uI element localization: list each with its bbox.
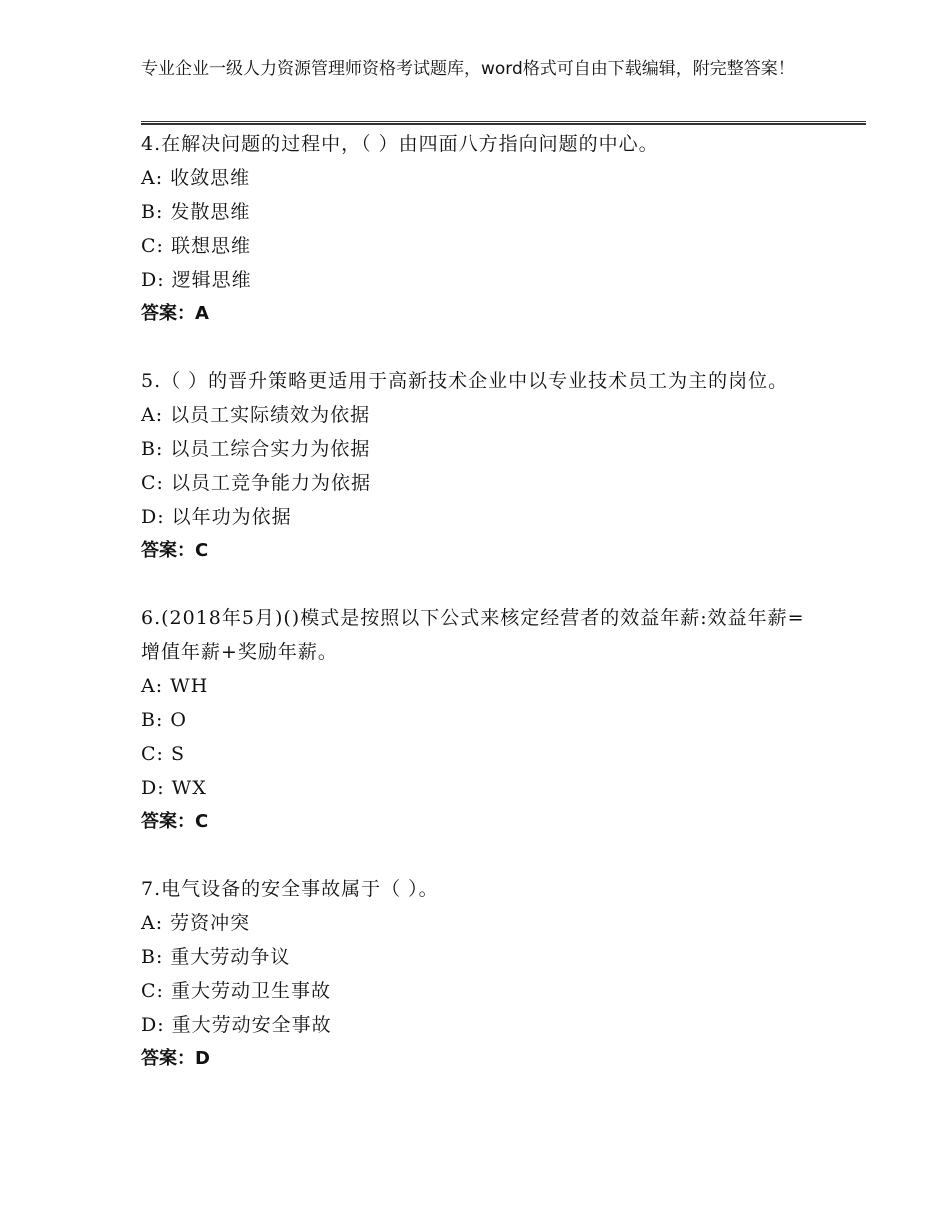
question-stem: 7.电气设备的安全事故属于（ ）。 [141,878,439,900]
option-c: C: 重大劳动卫生事故 [141,980,331,1002]
option-b: B: O [141,709,187,731]
question-5 [141,364,821,568]
option-b: B: 以员工综合实力为依据 [141,438,371,460]
question-stem: 6.(2018年5月)()模式是按照以下公式来核定经营者的效益年薪:效益年薪=增值年薪+奖励年薪。 [141,607,805,663]
option-d: D: 重大劳动安全事故 [141,1014,332,1036]
answer-line: 答案：A [141,303,209,324]
question-6 [141,601,821,839]
option-c: C: 以员工竞争能力为依据 [141,472,371,494]
option-a: A: 劳资冲突 [141,912,251,934]
option-b: B: 发散思维 [141,201,251,223]
answer-line: 答案：C [141,811,209,832]
question-4 [141,127,821,331]
option-c: C: S [141,743,185,765]
option-a: A: 以员工实际绩效为依据 [141,404,371,426]
option-d: D: 逻辑思维 [141,269,252,291]
question-stem: 5.（ ）的晋升策略更适用于高新技术企业中以专业技术员工为主的岗位。 [141,370,789,392]
option-d: D: WX [141,777,207,799]
answer-line: 答案：D [141,1048,210,1069]
question-list [141,127,821,1109]
question-7 [141,872,821,1076]
option-a: A: WH [141,675,209,697]
question-stem: 4.在解决问题的过程中，（ ）由四面八方指向问题的中心。 [141,133,659,155]
option-d: D: 以年功为依据 [141,506,292,528]
option-a: A: 收敛思维 [141,167,251,189]
option-b: B: 重大劳动争议 [141,946,291,968]
header-divider [141,121,866,125]
option-c: C: 联想思维 [141,235,251,257]
document-header: 专业企业一级人力资源管理师资格考试题库，word格式可自由下载编辑，附完整答案！ [141,59,795,79]
answer-line: 答案：C [141,540,209,561]
